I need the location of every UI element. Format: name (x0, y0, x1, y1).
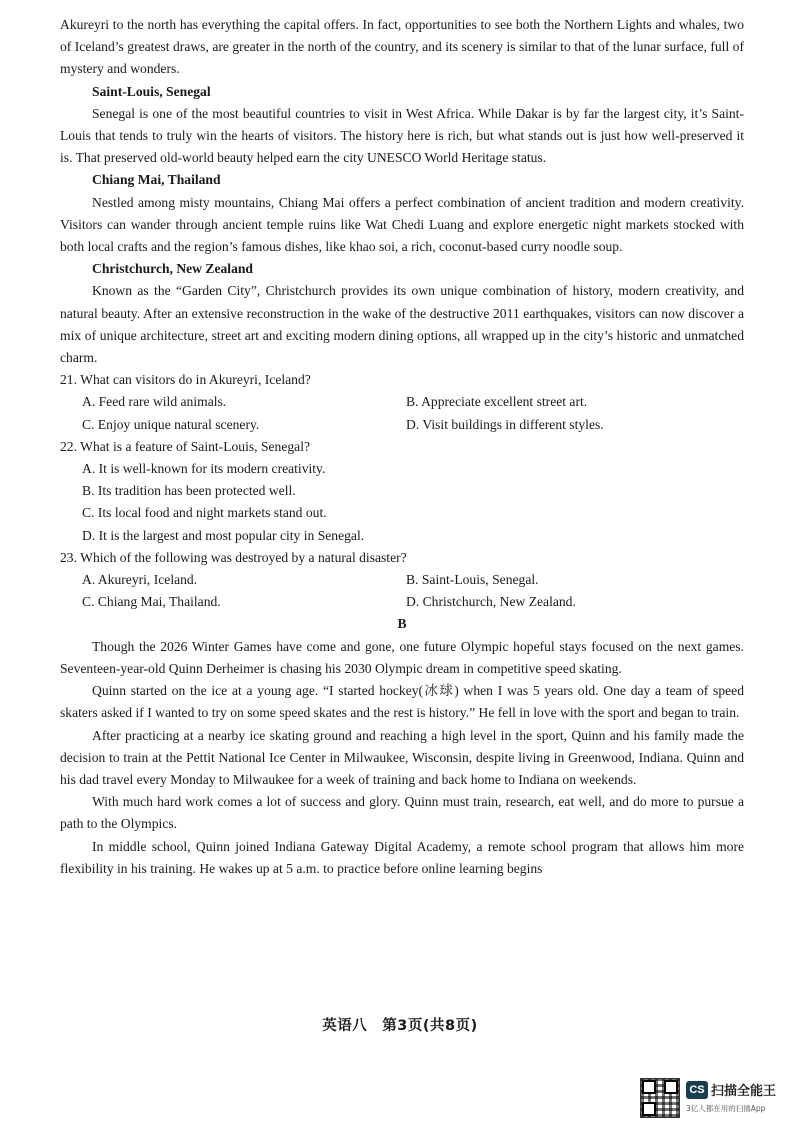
option-22-c: C. Its local food and night markets stand out. (82, 505, 327, 521)
paragraph-thailand: Nestled among misty mountains, Chiang Mai offers a perfect combination of ancient tradition and modern creativity. Visitors can wander through ancient temple ruins like Wat Chedi Luang and explore energetic night markets stocked with both local crafts and the region’s famous dishes, like khao soi, a rich, coconut-based curry noodle soup. (60, 194, 744, 255)
paragraph-iceland-continued: Akureyri to the north has everything the capital offers. In fact, opportunities to see both the Northern Lights and whales, two of Iceland’s greatest draws, are greater in the north of the country, and its scenery is similar to that of the lunar surface, full of mystery and wonders. (60, 17, 744, 77)
scanner-watermark (686, 1080, 776, 1114)
paragraph-b-4: With much hard work comes a lot of success and glory. Quinn must train, research, eat well, and do more to pursue a path to the Olympics. (60, 794, 744, 832)
option-23-a: A. Akureyri, Iceland. (82, 572, 198, 588)
option-22-d: D. It is the largest and most popular city in Senegal. (82, 527, 365, 543)
exam-page (60, 14, 744, 880)
option-21-b: B. Appreciate excellent street art. (406, 394, 588, 410)
option-23-b: B. Saint-Louis, Senegal. (406, 572, 539, 588)
question-21: 21. What can visitors do in Akureyri, Iceland? (60, 372, 311, 388)
question-21-options (60, 391, 744, 435)
option-21-d: D. Visit buildings in different styles. (406, 416, 604, 432)
paragraph-b-1: Though the 2026 Winter Games have come and gone, one future Olympic hopeful stays focused on the next games. Seventeen-year-old Quinn Derheimer is chasing his 2030 Olympic dream in competitive speed skating. (60, 638, 744, 676)
option-23-c: C. Chiang Mai, Thailand. (82, 594, 221, 610)
watermark-name: 扫描全能王 (711, 1084, 777, 1099)
qr-code-icon (640, 1078, 680, 1118)
option-22-a: A. It is well-known for its modern creativity. (82, 461, 326, 477)
paragraph-new-zealand: Known as the “Garden City”, Christchurch provides its own unique combination of history, modern creativity, and natural beauty. After an extensive reconstruction in the wake of the destructive 2011 earthquakes, visitors can now discover a mix of unique architecture, street art and exciting modern dining options, all wrapped up in the city’s historic and unmatched charm. (60, 283, 744, 366)
question-23-options (60, 569, 744, 613)
option-22-b: B. Its tradition has been protected well. (82, 483, 296, 499)
heading-new-zealand: Christchurch, New Zealand (92, 261, 253, 277)
paragraph-b-3: After practicing at a nearby ice skating ground and reaching a high level in the sport, Quinn and his family made the decision to train at the Pettit National Ice Center in Milwaukee, Wisconsin, despite living in Greenwood, Indiana. Quinn and his dad travel every Monday to Milwaukee for a week of training and back home to Indiana on weekends. (60, 727, 744, 787)
paragraph-b-5: In middle school, Quinn joined Indiana Gateway Digital Academy, a remote school program that allows him more flexibility in his training. He wakes up at 5 a.m. to practice before online learning begins (60, 838, 744, 876)
question-22: 22. What is a feature of Saint-Louis, Senegal? (60, 438, 311, 454)
camscanner-logo: CS (686, 1081, 708, 1099)
option-21-a: A. Feed rare wild animals. (82, 394, 227, 410)
paragraph-b-2: Quinn started on the ice at a young age. “I started hockey(冰球) when I was 5 years old. One day a team of speed skaters asked if I wanted to try on some speed skates and the rest is history.” He fell in love with the sport and began to train. (60, 683, 744, 721)
heading-thailand: Chiang Mai, Thailand (92, 172, 221, 188)
page-footer: 英语八 第3页(共8页) (322, 1018, 478, 1034)
question-23: 23. Which of the following was destroyed by a natural disaster? (60, 549, 407, 565)
paragraph-senegal: Senegal is one of the most beautiful countries to visit in West Africa. While Dakar is by far the largest city, it’s Saint-Louis that tends to truly win the hearts of visitors. The history here is rich, but what stands out is just how well-preserved it is. That preserved old-world beauty helped earn the city UNESCO World Heritage status. (60, 105, 744, 166)
section-label-b: B (397, 616, 407, 632)
option-21-c: C. Enjoy unique natural scenery. (82, 416, 260, 432)
heading-senegal: Saint-Louis, Senegal (92, 83, 211, 99)
watermark-tagline: 3亿人都在用的扫描App (686, 1104, 766, 1113)
option-23-d: D. Christchurch, New Zealand. (406, 594, 576, 610)
